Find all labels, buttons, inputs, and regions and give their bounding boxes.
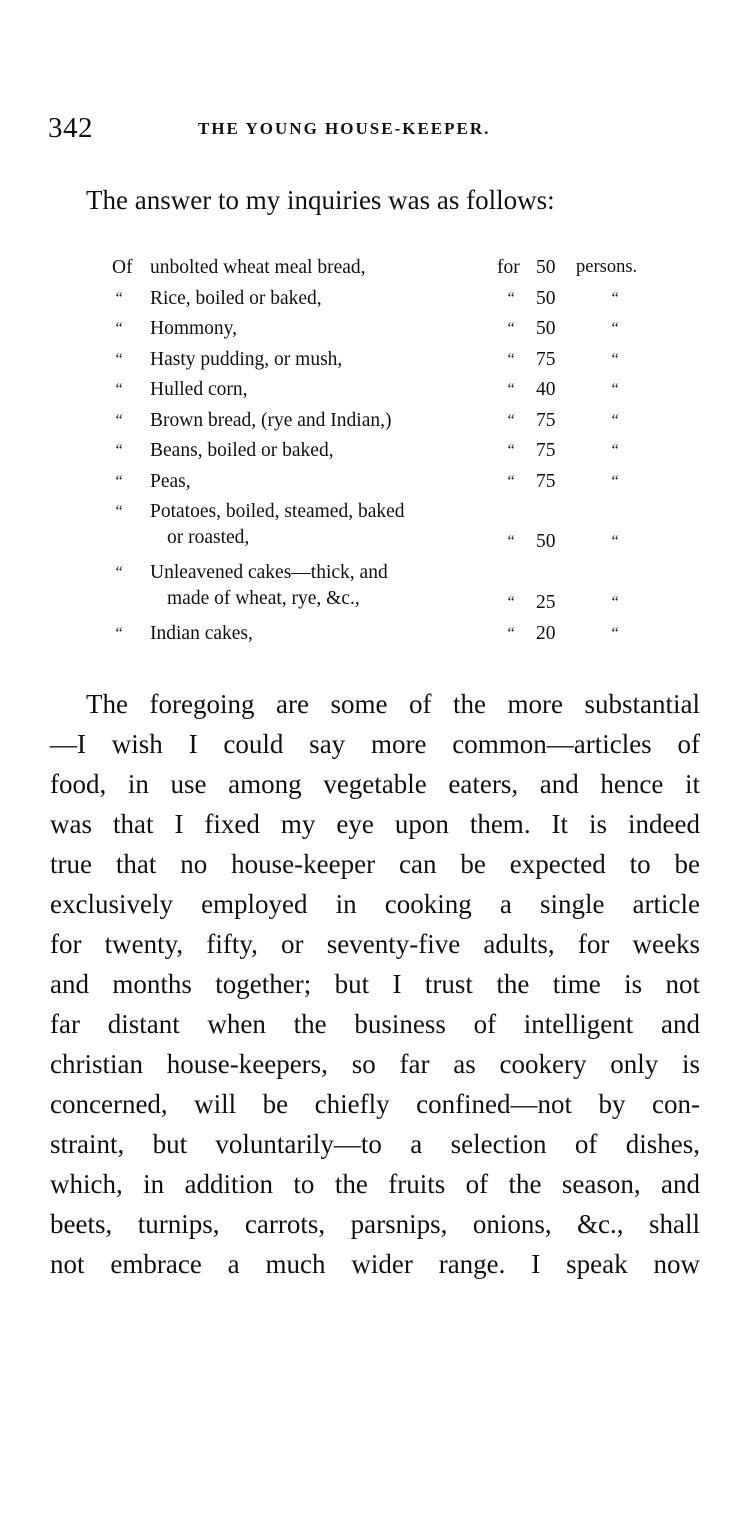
ditto-mark: “ [506,411,515,429]
ditto-mark: “ [610,289,619,307]
person-count: 75 [536,440,556,461]
page-header [48,112,700,152]
ditto-mark: “ [610,594,619,611]
person-count: 20 [536,623,556,644]
person-count: 75 [536,470,556,492]
ditto-mark: “ [610,442,619,459]
food-item-name: Potatoes, boiled, steamed, baked [150,501,405,522]
text-line: was that I fixed my eye upon them. It is indeed [50,809,700,839]
text-line: straint, but voluntarily—to a selection of dishes, [50,1129,700,1159]
food-item-name: unbolted wheat meal bread, [150,257,366,278]
person-count: 50 [536,531,556,552]
ditto-mark: “ [506,625,515,642]
food-item [150,288,322,310]
food-item [150,623,253,645]
person-count: 50 [536,287,556,309]
food-item [150,562,388,610]
table-row [112,379,692,410]
ditto-mark: “ [506,381,515,398]
body-paragraph [50,684,700,1284]
table-row [112,623,692,654]
text-line: and months together; but I trust the time is not [50,969,700,999]
food-item [150,379,247,401]
table-row [112,440,692,471]
food-item-name: Hasty pudding, or mush, [150,348,343,370]
ditto-mark: “ [610,350,619,368]
food-item-name: Hommony, [150,318,238,339]
ditto-mark: “ [114,320,123,337]
food-item [150,410,392,432]
ditto-mark: “ [114,411,123,429]
text-line: beets, turnips, carrots, parsnips, onions, &c., shall [50,1209,700,1239]
person-count: 50 [536,257,556,278]
intro-sentence: The answer to my inquiries was as follows: [86,185,555,215]
persons-word: persons. [576,257,638,277]
text-line: food, in use among vegetable eaters, and hence it [50,769,700,799]
person-count: 50 [536,318,556,339]
person-count: 75 [536,409,556,431]
table-row [112,349,692,380]
text-line: true that no house-keeper can be expected to be [50,849,700,879]
food-item-name: Peas, [150,470,191,492]
food-servings-table [112,257,692,654]
food-item-name: Hulled corn, [150,379,248,400]
food-item [150,471,191,493]
ditto-mark: “ [610,625,619,642]
text-line: concerned, will be chiefly confined—not by con- [50,1089,700,1119]
table-row [112,318,692,349]
food-item-name: Brown bread, (rye and Indian,) [150,409,392,431]
table-row [112,257,692,288]
food-item [150,257,366,279]
food-item-continuation: or roasted, [167,527,250,548]
running-title: THE YOUNG HOUSE-KEEPER. [198,119,491,138]
ditto-mark: “ [114,564,123,581]
text-line: —I wish I could say more common—articles of [50,729,700,759]
food-item-name: Indian cakes, [150,623,253,644]
text-line: which, in addition to the fruits of the season, and [50,1169,700,1199]
of-word: Of [112,257,133,278]
food-item [150,501,405,549]
text-line: exclusively employed in cooking a single article [50,889,700,919]
ditto-mark: “ [610,533,619,550]
ditto-mark: “ [610,381,619,398]
for-word: for [497,257,520,278]
ditto-mark: “ [114,350,123,368]
ditto-mark: “ [506,533,515,550]
ditto-mark: “ [114,625,123,642]
text-line: for twenty, fifty, or seventy-five adults, for weeks [50,929,700,959]
ditto-mark: “ [610,320,619,337]
ditto-mark: “ [610,472,619,490]
ditto-mark: “ [506,442,515,459]
ditto-mark: “ [506,320,515,337]
food-item-name: Unleavened cakes—thick, and [150,562,388,583]
ditto-mark: “ [506,594,515,611]
ditto-mark: “ [506,289,515,307]
text-line: christian house-keepers, so far as cookery only is [50,1049,700,1079]
food-item-continuation: made of wheat, rye, &c., [167,588,360,609]
page-number: 342 [48,112,93,144]
ditto-mark: “ [114,381,123,398]
table-row [112,288,692,319]
text-line: The foregoing are some of the more substantial [86,689,700,719]
ditto-mark: “ [114,442,123,459]
ditto-mark: “ [114,503,123,520]
ditto-mark: “ [506,472,515,490]
table-row [112,501,692,562]
ditto-mark: “ [506,350,515,368]
text-line: not embrace a much wider range. I speak now [50,1249,700,1279]
person-count: 25 [536,592,556,613]
food-item-name: Rice, boiled or baked, [150,287,322,309]
food-item [150,349,342,371]
food-item [150,440,334,462]
ditto-mark: “ [114,289,123,307]
person-count: 40 [536,379,556,400]
table-row [112,562,692,623]
table-row [112,471,692,502]
text-line: far distant when the business of intelligent and [50,1009,700,1039]
food-item-name: Beans, boiled or baked, [150,440,334,461]
ditto-mark: “ [610,411,619,429]
ditto-mark: “ [114,472,123,490]
table-row [112,410,692,441]
food-item [150,318,237,340]
person-count: 75 [536,348,556,370]
